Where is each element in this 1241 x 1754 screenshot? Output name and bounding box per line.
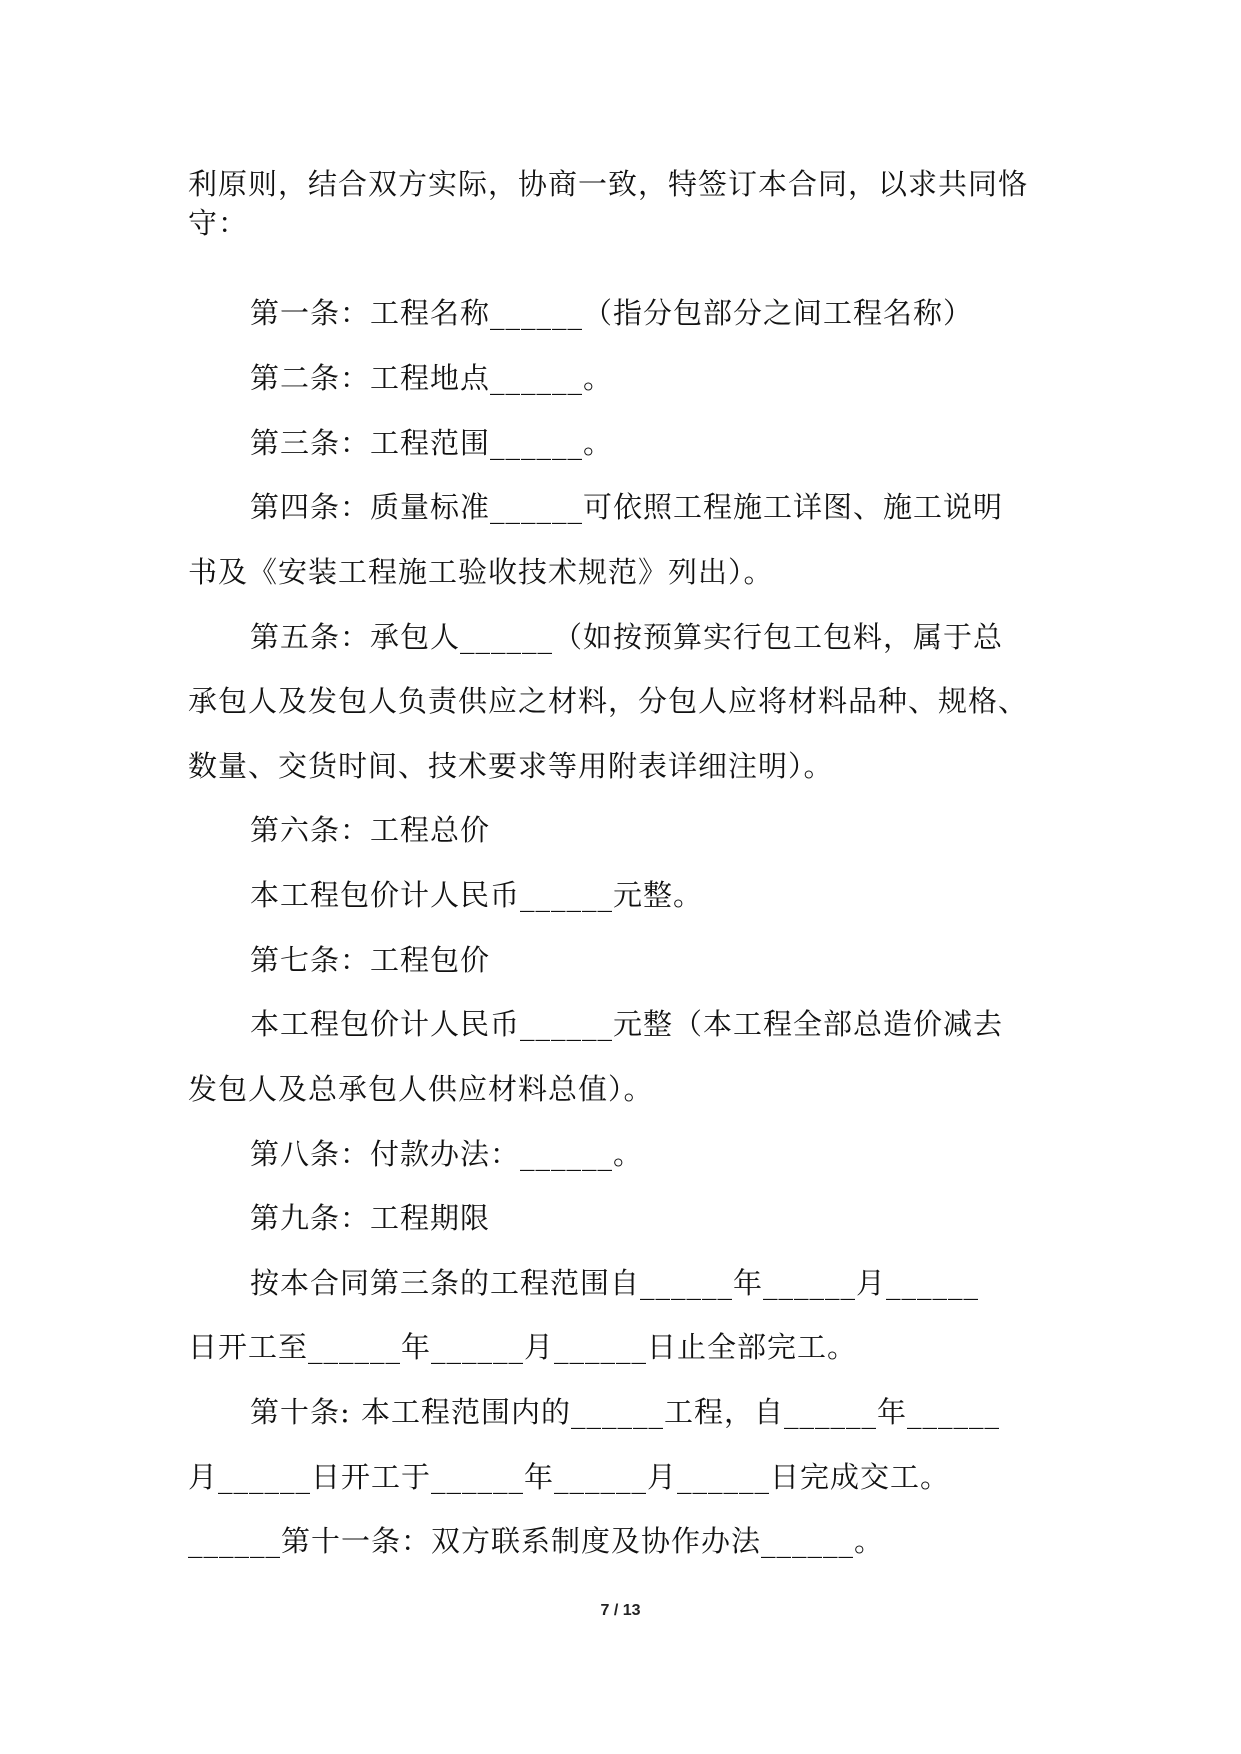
paragraph-line: 按本合同第三条的工程范围自______年______月______: [250, 1266, 980, 1300]
article-2-line: 第二条：工程地点______。: [250, 361, 614, 395]
paragraph-line: 月______日开工于______年______月______日完成交工。: [188, 1460, 951, 1494]
article-4-line: 第四条：质量标准______可依照工程施工详图、施工说明: [250, 490, 1004, 524]
article-11-line: ______第十一条：双方联系制度及协作办法______。: [188, 1524, 885, 1558]
paragraph-line: 数量、交货时间、技术要求等用附表详细注明）。: [188, 749, 834, 783]
paragraph-line: 本工程包价计人民币______元整（本工程全部总造价减去: [250, 1007, 1004, 1041]
paragraph-line: 书及《安装工程施工验收技术规范》列出）。: [188, 555, 774, 589]
article-6-line: 第六条：工程总价: [250, 813, 491, 847]
paragraph-line: 利原则，结合双方实际，协商一致，特签订本合同，以求共同恪: [188, 167, 1029, 201]
page-number: 7 / 13: [600, 1602, 641, 1619]
paragraph-line: 守：: [188, 206, 249, 240]
paragraph-line: 承包人及发包人负责供应之材料，分包人应将材料品种、规格、: [188, 684, 1029, 718]
paragraph-line: 日开工至______年______月______日止全部完工。: [188, 1330, 858, 1364]
article-1-line: 第一条：工程名称______（指分包部分之间工程名称）: [250, 296, 974, 330]
article-7-line: 第七条：工程包价: [250, 943, 491, 977]
article-9-line: 第九条：工程期限: [250, 1201, 491, 1235]
article-5-line: 第五条：承包人______（如按预算实行包工包料，属于总: [250, 620, 1004, 654]
article-3-line: 第三条：工程范围______。: [250, 426, 614, 460]
paragraph-line: 发包人及总承包人供应材料总值）。: [188, 1072, 654, 1106]
article-8-line: 第八条：付款办法：______。: [250, 1137, 644, 1171]
article-10-line: 第十条: 本工程范围内的______工程，自______年______: [250, 1395, 1000, 1429]
paragraph-line: 本工程包价计人民币______元整。: [250, 878, 704, 912]
